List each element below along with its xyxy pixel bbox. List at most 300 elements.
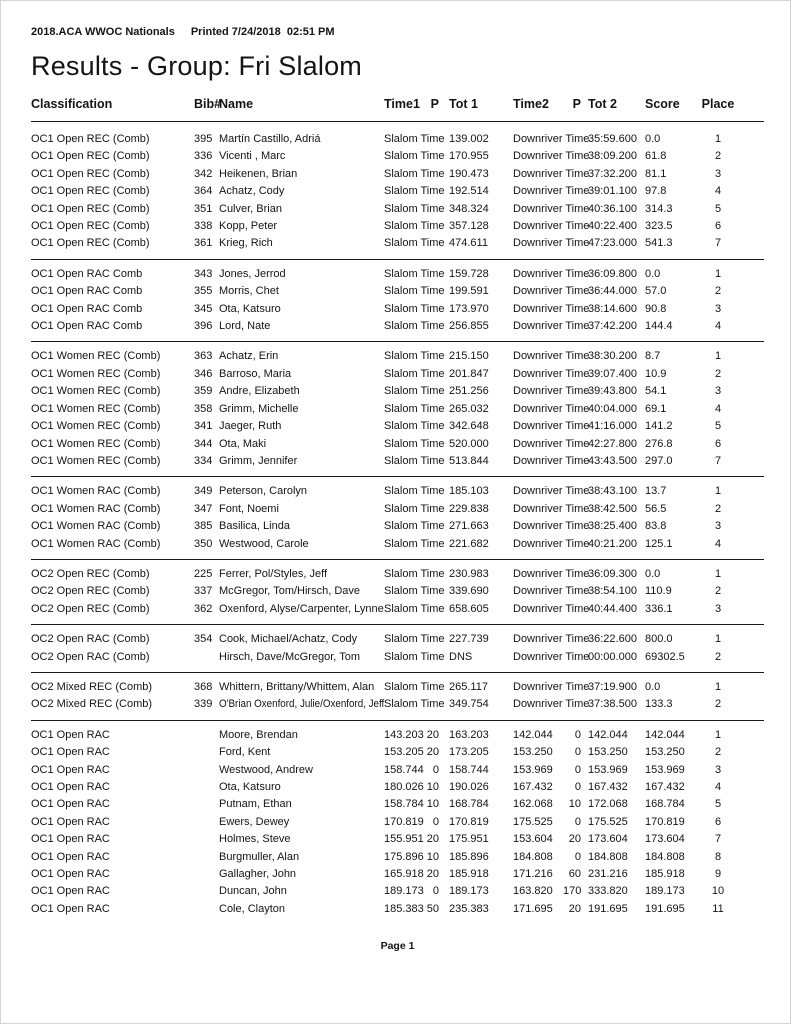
row-time1: Slalom Time (384, 150, 445, 163)
row-score: 81.1 (645, 167, 667, 180)
row-time1: 170.819 (384, 815, 424, 828)
row-bib-number (194, 849, 219, 866)
row-bib-number (194, 649, 219, 666)
result-row (31, 483, 762, 500)
row-bib-number: 361 (194, 237, 213, 250)
row-score: 184.808 (645, 850, 685, 863)
result-row (31, 814, 762, 831)
row-bib-number (194, 762, 219, 779)
row-time2: Downriver Time (513, 567, 590, 580)
row-place: 7 (714, 833, 722, 846)
row-place: 3 (714, 302, 722, 315)
row-bib-number (194, 901, 219, 918)
row-time2: 153.250 (513, 746, 553, 759)
row-athlete-name: Achatz, Cody (219, 185, 285, 198)
row-bib-number: 338 (194, 220, 213, 233)
row-total2: 153.250 (588, 746, 628, 759)
row-time2: Downriver Time (513, 698, 590, 711)
result-row (31, 348, 762, 365)
row-penalty1 (425, 283, 443, 300)
row-total1: 189.173 (449, 885, 489, 898)
row-time2: Downriver Time (513, 437, 590, 450)
row-penalty2 (563, 601, 585, 618)
row-score: 800.0 (645, 633, 673, 646)
row-penalty2 (563, 201, 585, 218)
result-row (31, 183, 762, 200)
row-time1: Slalom Time (384, 220, 445, 233)
row-athlete-name: Lord, Nate (219, 320, 271, 333)
row-score: 314.3 (645, 202, 673, 215)
row-time1: Slalom Time (384, 454, 445, 467)
row-athlete-name: Whittern, Brittany/Whittem, Alan (219, 680, 375, 693)
row-athlete-name: Culver, Brian (219, 202, 282, 215)
row-time1: Slalom Time (384, 680, 445, 693)
row-score: 144.4 (645, 320, 673, 333)
row-place: 1 (714, 133, 722, 145)
row-time2: Downriver Time (513, 185, 590, 198)
row-score: 61.8 (645, 150, 667, 163)
row-total1: 513.844 (449, 454, 489, 467)
row-place: 1 (714, 567, 722, 580)
row-penalty2 (563, 348, 585, 365)
row-place: 6 (714, 437, 722, 450)
row-total2: 38:09.200 (588, 150, 637, 163)
row-total1: 170.819 (449, 815, 489, 828)
row-total2: 38:25.400 (588, 520, 637, 533)
row-total1: 201.847 (449, 367, 489, 380)
row-time2: 142.044 (513, 728, 553, 741)
result-row (31, 696, 762, 713)
row-score: 0.0 (645, 680, 661, 693)
row-total1: 235.383 (449, 902, 489, 915)
col-header-time1: Time1 (384, 97, 420, 111)
row-time1: Slalom Time (384, 698, 445, 711)
row-athlete-name: Jones, Jerrod (219, 267, 286, 280)
row-penalty1: 10 (426, 798, 439, 811)
row-penalty2: 20 (568, 833, 581, 846)
result-row (31, 436, 762, 453)
row-penalty1: 10 (426, 781, 439, 793)
row-time1: 185.383 (384, 902, 424, 915)
row-penalty1 (425, 501, 443, 518)
row-time1: Slalom Time (384, 133, 445, 145)
row-time1: Slalom Time (384, 585, 445, 598)
row-penalty2 (563, 501, 585, 518)
row-penalty2: 0 (574, 850, 581, 863)
result-row (31, 501, 762, 518)
row-score: 90.8 (645, 302, 667, 315)
row-penalty2 (563, 166, 585, 183)
row-total2: 39:01.100 (588, 185, 637, 198)
col-header-total2: Tot 2 (588, 97, 617, 111)
row-score: 541.3 (645, 237, 673, 250)
row-total1: 349.754 (449, 698, 489, 711)
row-time1: Slalom Time (384, 537, 445, 550)
row-athlete-name: Krieg, Rich (219, 237, 273, 250)
row-place: 1 (714, 485, 722, 498)
row-penalty1 (425, 148, 443, 165)
row-penalty1 (425, 131, 443, 148)
row-classification: OC1 Open RAC Comb (31, 285, 143, 298)
row-place: 5 (714, 798, 722, 811)
row-place: 2 (714, 502, 722, 515)
row-penalty1: 0 (432, 885, 439, 898)
row-athlete-name: McGregor, Tom/Hirsch, Dave (219, 585, 361, 598)
row-penalty1 (425, 235, 443, 252)
row-total1: 170.955 (449, 150, 489, 163)
result-row (31, 901, 762, 918)
row-athlete-name: O'Brian Oxenford, Julie/Oxenford, Jeff (219, 698, 385, 711)
row-total1: 175.951 (449, 833, 489, 846)
row-penalty1 (425, 483, 443, 500)
row-penalty1 (425, 536, 443, 553)
row-penalty1: 0 (432, 763, 439, 776)
row-penalty1: 20 (426, 746, 439, 759)
row-bib-number: 363 (194, 350, 213, 363)
section-divider (31, 720, 764, 721)
row-total2: 36:09.300 (588, 567, 637, 580)
row-penalty1 (425, 679, 443, 696)
row-penalty2 (563, 518, 585, 535)
row-bib-number: 364 (194, 185, 213, 198)
row-bib-number: 345 (194, 302, 213, 315)
result-row (31, 849, 762, 866)
row-classification: OC1 Open RAC Comb (31, 302, 143, 315)
row-total2: 43:43.500 (588, 454, 637, 467)
row-total2: 172.068 (588, 798, 628, 811)
row-penalty2: 0 (574, 815, 581, 828)
row-penalty2 (563, 536, 585, 553)
row-classification: OC1 Women RAC (Comb) (31, 485, 161, 498)
row-classification: OC1 Women RAC (Comb) (31, 520, 161, 533)
row-time2: Downriver Time (513, 680, 590, 693)
row-penalty2 (563, 436, 585, 453)
row-athlete-name: Hirsch, Dave/McGregor, Tom (219, 650, 361, 663)
row-bib-number: 349 (194, 485, 213, 498)
row-time1: Slalom Time (384, 320, 445, 333)
row-athlete-name: Burgmuller, Alan (219, 850, 300, 863)
row-place: 8 (714, 850, 722, 863)
row-penalty2 (563, 301, 585, 318)
row-athlete-name: Putnam, Ethan (219, 798, 292, 811)
row-time1: Slalom Time (384, 237, 445, 250)
row-score: 97.8 (645, 185, 667, 198)
row-total1: 357.128 (449, 220, 489, 233)
row-time2: 171.695 (513, 902, 553, 915)
row-total1: 185.896 (449, 850, 489, 863)
row-score: 0.0 (645, 567, 661, 580)
row-score: 142.044 (645, 728, 685, 741)
result-row (31, 866, 762, 883)
row-penalty1: 10 (426, 850, 439, 863)
row-bib-number (194, 866, 219, 883)
row-penalty1 (425, 218, 443, 235)
row-time1: 158.784 (384, 798, 424, 811)
row-bib-number: 334 (194, 454, 213, 467)
row-classification: OC1 Open RAC Comb (31, 320, 143, 333)
row-place: 1 (714, 350, 722, 363)
row-classification: OC1 Open RAC (31, 815, 110, 828)
row-score: 56.5 (645, 502, 667, 515)
result-row (31, 679, 762, 696)
row-score: 168.784 (645, 798, 685, 811)
col-header-penalty1: P (430, 97, 439, 111)
row-classification: OC2 Open RAC (Comb) (31, 650, 150, 663)
row-total1: 265.032 (449, 402, 489, 415)
row-place: 2 (714, 698, 722, 711)
result-row (31, 235, 762, 252)
row-athlete-name: Moore, Brendan (219, 728, 298, 741)
row-time2: Downriver Time (513, 650, 590, 663)
row-total2: 38:54.100 (588, 585, 637, 598)
row-penalty2 (563, 383, 585, 400)
row-time1: Slalom Time (384, 367, 445, 380)
row-penalty1 (425, 601, 443, 618)
row-bib-number: 354 (194, 633, 213, 646)
row-classification: OC1 Women REC (Comb) (31, 367, 161, 380)
row-athlete-name: Kopp, Peter (219, 220, 278, 233)
row-time2: Downriver Time (513, 267, 590, 280)
row-classification: OC1 Open RAC (31, 833, 110, 846)
row-time2: Downriver Time (513, 402, 590, 415)
row-penalty1 (425, 696, 443, 713)
row-time1: Slalom Time (384, 650, 445, 663)
row-bib-number (194, 744, 219, 761)
row-athlete-name: Gallagher, John (219, 868, 297, 881)
row-penalty1 (425, 566, 443, 583)
row-total2: 333.820 (588, 885, 628, 898)
result-row (31, 218, 762, 235)
row-bib-number: 350 (194, 537, 213, 550)
row-total2: 40:21.200 (588, 537, 637, 550)
row-total2: 191.695 (588, 902, 628, 915)
row-classification: OC1 Women REC (Comb) (31, 350, 161, 363)
row-athlete-name: Ota, Katsuro (219, 781, 281, 793)
row-classification: OC2 Mixed REC (Comb) (31, 680, 153, 693)
row-bib-number: 359 (194, 385, 213, 398)
row-total1: 520.000 (449, 437, 489, 450)
row-athlete-name: Vicenti , Marc (219, 150, 286, 163)
page-number: Page 1 (380, 940, 415, 953)
row-score: 0.0 (645, 133, 661, 145)
row-penalty2 (563, 183, 585, 200)
row-time1: Slalom Time (384, 602, 445, 615)
result-row (31, 318, 762, 335)
row-penalty1: 20 (426, 868, 439, 881)
result-row (31, 201, 762, 218)
row-classification: OC1 Open RAC Comb (31, 267, 143, 280)
result-row (31, 418, 762, 435)
row-total2: 40:36.100 (588, 202, 637, 215)
row-penalty2: 10 (568, 798, 581, 811)
row-penalty1: 50 (426, 902, 439, 915)
row-athlete-name: Westwood, Carole (219, 537, 309, 550)
row-penalty1 (425, 383, 443, 400)
row-place: 2 (714, 746, 722, 759)
row-bib-number (194, 779, 219, 796)
row-penalty2 (563, 131, 585, 148)
row-penalty1: 20 (426, 833, 439, 846)
row-classification: OC1 Women RAC (Comb) (31, 502, 161, 515)
row-score: 297.0 (645, 454, 673, 467)
row-total1: 192.514 (449, 185, 489, 198)
row-classification: OC1 Women REC (Comb) (31, 454, 161, 467)
row-time1: Slalom Time (384, 285, 445, 298)
row-classification: OC1 Open REC (Comb) (31, 220, 150, 233)
row-place: 9 (714, 868, 722, 881)
result-row (31, 883, 762, 900)
row-penalty2 (563, 649, 585, 666)
row-score: 133.3 (645, 698, 673, 711)
row-athlete-name: Peterson, Carolyn (219, 485, 308, 498)
row-penalty1 (425, 301, 443, 318)
row-bib-number: 395 (194, 133, 213, 145)
row-bib-number: 337 (194, 585, 213, 598)
result-row (31, 401, 762, 418)
row-penalty1 (425, 518, 443, 535)
row-athlete-name: Cole, Clayton (219, 902, 286, 915)
row-time2: Downriver Time (513, 150, 590, 163)
row-score: 141.2 (645, 420, 673, 433)
row-time2: Downriver Time (513, 367, 590, 380)
result-row (31, 383, 762, 400)
row-athlete-name: Grimm, Michelle (219, 402, 299, 415)
row-time2: Downriver Time (513, 237, 590, 250)
row-time2: 167.432 (513, 781, 553, 793)
row-time1: Slalom Time (384, 485, 445, 498)
row-place: 2 (714, 585, 722, 598)
row-place: 2 (714, 650, 722, 663)
result-row (31, 453, 762, 470)
row-place: 2 (714, 285, 722, 298)
row-total1: 185.103 (449, 485, 489, 498)
row-place: 4 (714, 185, 722, 198)
result-row (31, 583, 762, 600)
row-place: 2 (714, 367, 722, 380)
row-time1: Slalom Time (384, 633, 445, 646)
row-penalty1 (425, 649, 443, 666)
row-time2: Downriver Time (513, 320, 590, 333)
row-total1: 658.605 (449, 602, 489, 615)
col-header-score: Score (645, 97, 680, 111)
row-bib-number (194, 814, 219, 831)
row-classification: OC1 Open REC (Comb) (31, 133, 150, 145)
row-time2: Downriver Time (513, 485, 590, 498)
row-classification: OC1 Open REC (Comb) (31, 237, 150, 250)
row-classification: OC1 Open RAC (31, 885, 110, 898)
row-total2: 42:27.800 (588, 437, 637, 450)
row-classification: OC1 Women REC (Comb) (31, 402, 161, 415)
row-total2: 167.432 (588, 781, 628, 793)
row-time2: Downriver Time (513, 633, 590, 646)
row-total1: 199.591 (449, 285, 489, 298)
row-place: 6 (714, 220, 722, 233)
row-score: 191.695 (645, 902, 685, 915)
row-classification: OC1 Women REC (Comb) (31, 420, 161, 433)
row-penalty2: 170 (563, 885, 582, 898)
row-classification: OC1 Women RAC (Comb) (31, 537, 161, 550)
row-place: 5 (714, 202, 722, 215)
report-meta (31, 25, 762, 39)
row-athlete-name: Ford, Kent (219, 746, 271, 759)
row-classification: OC2 Mixed REC (Comb) (31, 698, 153, 711)
result-row (31, 744, 762, 761)
row-total2: 40:22.400 (588, 220, 637, 233)
row-score: 153.969 (645, 763, 685, 776)
row-athlete-name: Basilica, Linda (219, 520, 290, 533)
section-divider (31, 672, 764, 673)
section-divider (31, 259, 764, 260)
row-time1: Slalom Time (384, 567, 445, 580)
row-penalty1 (425, 318, 443, 335)
col-header-penalty2: P (572, 97, 581, 111)
row-place: 2 (714, 150, 722, 163)
row-penalty2 (563, 218, 585, 235)
row-penalty1 (425, 166, 443, 183)
row-total2: 38:43.100 (588, 485, 637, 498)
col-header-name: Name (219, 97, 254, 111)
result-row (31, 649, 762, 666)
row-total1: 342.648 (449, 420, 489, 433)
row-place: 4 (714, 402, 722, 415)
row-time1: Slalom Time (384, 167, 445, 180)
row-time2: Downriver Time (513, 420, 590, 433)
col-header-bib: Bib# (194, 97, 222, 111)
row-bib-number: 355 (194, 285, 213, 298)
row-time2: 163.820 (513, 885, 553, 898)
row-score: 276.8 (645, 437, 673, 450)
result-row (31, 518, 762, 535)
row-total2: 38:30.200 (588, 350, 637, 363)
row-time2: Downriver Time (513, 167, 590, 180)
row-penalty2 (563, 679, 585, 696)
row-athlete-name: Oxenford, Alyse/Carpenter, Lynne (219, 602, 384, 615)
row-classification: OC2 Open REC (Comb) (31, 602, 150, 615)
row-penalty2: 60 (568, 868, 581, 881)
row-bib-number: 343 (194, 267, 213, 280)
row-time2: 153.604 (513, 833, 553, 846)
row-time2: Downriver Time (513, 202, 590, 215)
col-header-place: Place (701, 97, 735, 111)
row-place: 7 (714, 237, 722, 250)
col-header-time2: Time2 (513, 97, 549, 111)
row-time1: Slalom Time (384, 267, 445, 280)
row-time2: Downriver Time (513, 220, 590, 233)
row-athlete-name: Ota, Katsuro (219, 302, 281, 315)
row-penalty1 (425, 453, 443, 470)
row-time2: Downriver Time (513, 302, 590, 315)
row-time1: Slalom Time (384, 502, 445, 515)
row-bib-number: 362 (194, 602, 213, 615)
row-place: 5 (714, 420, 722, 433)
row-time2: Downriver Time (513, 585, 590, 598)
row-score: 83.8 (645, 520, 667, 533)
row-time2: Downriver Time (513, 350, 590, 363)
row-total2: 40:44.400 (588, 602, 637, 615)
row-penalty1 (425, 631, 443, 648)
row-score: 69.1 (645, 402, 667, 415)
row-total1: 159.728 (449, 267, 489, 280)
row-penalty1 (425, 366, 443, 383)
row-bib-number: 396 (194, 320, 213, 333)
row-time1: Slalom Time (384, 350, 445, 363)
section-divider (31, 559, 764, 560)
row-score: 170.819 (645, 815, 685, 828)
row-score: 110.9 (645, 585, 672, 598)
row-penalty1 (425, 583, 443, 600)
row-bib-number: 351 (194, 202, 213, 215)
row-penalty2 (563, 366, 585, 383)
